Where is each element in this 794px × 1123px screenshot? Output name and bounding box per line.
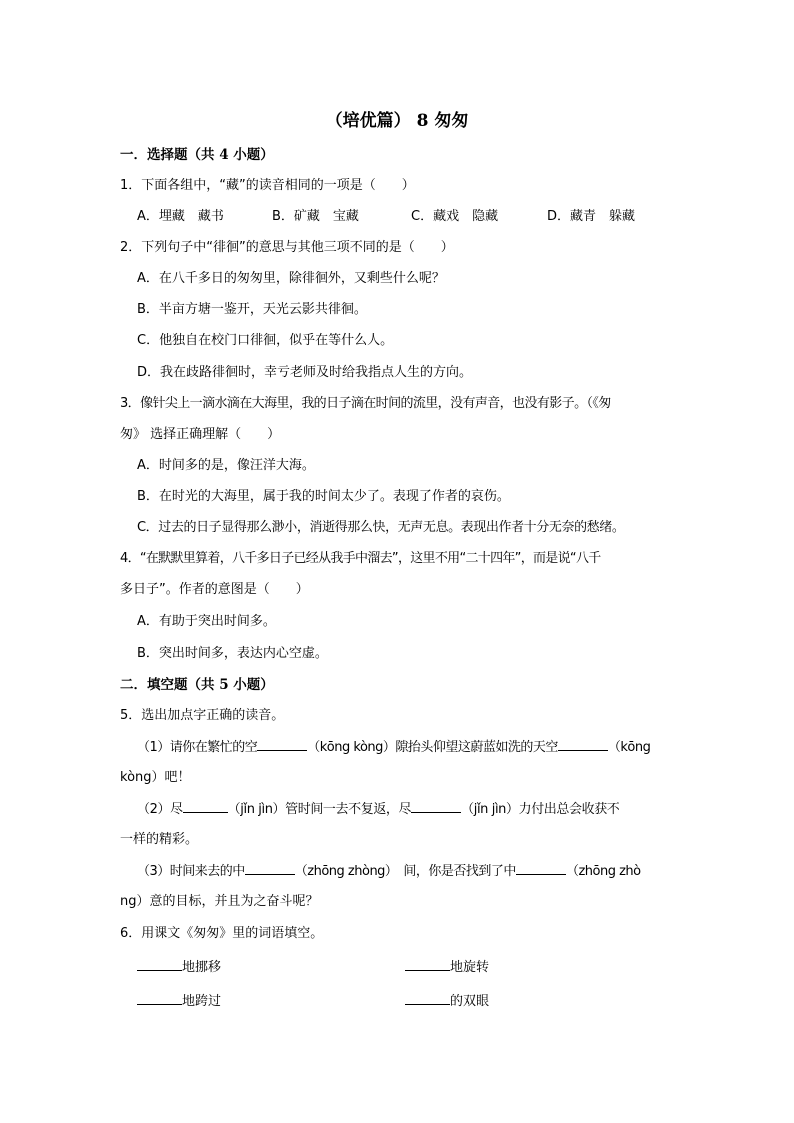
q6-stem: 6．用课文《匆匆》里的词语填空。	[120, 926, 324, 941]
q6-blank-row-2b	[405, 992, 489, 1011]
q5-item3-text-a: （3）时间来去的中	[137, 864, 245, 879]
q6-blank-row-2a	[137, 992, 221, 1011]
q5-item2-line1	[137, 800, 619, 819]
section-heading-choice: 一．选择题（共 4 小题）	[120, 147, 274, 163]
q5-item2-text-b: （jǐn jìn）管时间一去不复返，尽	[227, 802, 412, 817]
q5-item3-line1	[137, 862, 641, 881]
q5-item1-line1	[137, 738, 650, 757]
q3-stem-line2: 匆》 选择正确理解（ ）	[120, 427, 281, 442]
q6-blank-4[interactable]	[405, 992, 450, 1005]
q4-option-b: B．突出时间多，表达内心空虚。	[137, 646, 328, 661]
q6-blank-row-1a	[137, 958, 221, 977]
section-heading-fill: 二．填空题（共 5 小题）	[120, 677, 274, 693]
q5-item1-text-a: （1）请你在繁忙的空	[137, 740, 258, 755]
q6-blank-2[interactable]	[405, 958, 450, 971]
q5-item1-text-b: （kōng kòng）隙抬头仰望这蔚蓝如洗的天空	[307, 740, 558, 755]
q5-item3-blank-1[interactable]	[245, 862, 295, 875]
q5-item2-text-a: （2）尽	[137, 802, 183, 817]
q3-option-c: C．过去的日子显得那么渺小，消逝得那么快，无声无息。表现出作者十分无奈的愁绪。	[137, 520, 625, 535]
q2-stem: 2．下列句子中“徘徊”的意思与其他三项不同的是（ ）	[120, 240, 454, 255]
q5-item2-line2: 一样的精彩。	[120, 832, 199, 847]
q6-blank-3[interactable]	[137, 992, 182, 1005]
q5-stem: 5．选出加点字正确的读音。	[120, 708, 285, 723]
q6-blank-1[interactable]	[137, 958, 182, 971]
q5-item1-blank-1[interactable]	[257, 738, 307, 751]
q3-stem-line1: 3．像针尖上一滴水滴在大海里，我的日子滴在时间的流里，没有声音，也没有影子。（《匆	[120, 396, 611, 411]
q3-option-b: B．在时光的大海里，属于我的时间太少了。表现了作者的哀伤。	[137, 489, 510, 504]
q5-item3-text-c: （zhōng zhò	[565, 864, 641, 879]
q5-item2-text-c: （jǐn jìn）力付出总会收获不	[461, 802, 620, 817]
q4-stem-line2: 多日子”。作者的意图是（ ）	[120, 582, 309, 597]
q1-option-c: C．藏戏 隐藏	[411, 209, 499, 224]
q5-item1-blank-2[interactable]	[558, 738, 608, 751]
q5-item2-blank-2[interactable]	[411, 800, 461, 813]
q2-option-a: A．在八千多日的匆匆里，除徘徊外，又剩些什么呢？	[137, 271, 445, 286]
q6-word-3: 地跨过	[182, 994, 222, 1009]
q5-item1-text-c: （kōng	[607, 740, 651, 755]
q2-option-b: B．半亩方塘一鉴开，天光云影共徘徊。	[137, 302, 367, 317]
page-title: （培优篇） 8 匆匆	[325, 111, 469, 131]
q1-option-d: D．藏青 躲藏	[547, 209, 636, 224]
q6-word-4: 的双眼	[450, 994, 490, 1009]
q1-option-b: B．矿藏 宝藏	[272, 209, 359, 224]
q5-item3-text-b: （zhōng zhòng） 间，你是否找到了中	[294, 864, 516, 879]
q3-option-a: A．时间多的是，像汪洋大海。	[137, 458, 315, 473]
q5-item1-line2: kòng）吧！	[120, 770, 191, 785]
q6-blank-row-1b	[405, 958, 489, 977]
q1-stem: 1．下面各组中，“藏”的读音相同的一项是（ ）	[120, 178, 415, 193]
q2-option-c: C．他独自在校门口徘徊，似乎在等什么人。	[137, 333, 394, 348]
q4-stem-line1: 4．“在默默里算着，八千多日子已经从我手中溜去”，这里不用“二十四年”，而是说“八千	[120, 551, 601, 566]
q4-option-a: A．有助于突出时间多。	[137, 614, 276, 629]
q1-option-a: A．埋藏 藏书	[137, 209, 224, 224]
q5-item3-line2: ng）意的目标，并且为之奋斗呢？	[120, 894, 319, 909]
q2-option-d: D．我在歧路徘徊时，幸亏老师及时给我指点人生的方向。	[137, 365, 473, 380]
q5-item3-blank-2[interactable]	[516, 862, 566, 875]
q6-word-2: 地旋转	[450, 960, 490, 975]
q5-item2-blank-1[interactable]	[183, 800, 228, 813]
q6-word-1: 地挪移	[182, 960, 222, 975]
